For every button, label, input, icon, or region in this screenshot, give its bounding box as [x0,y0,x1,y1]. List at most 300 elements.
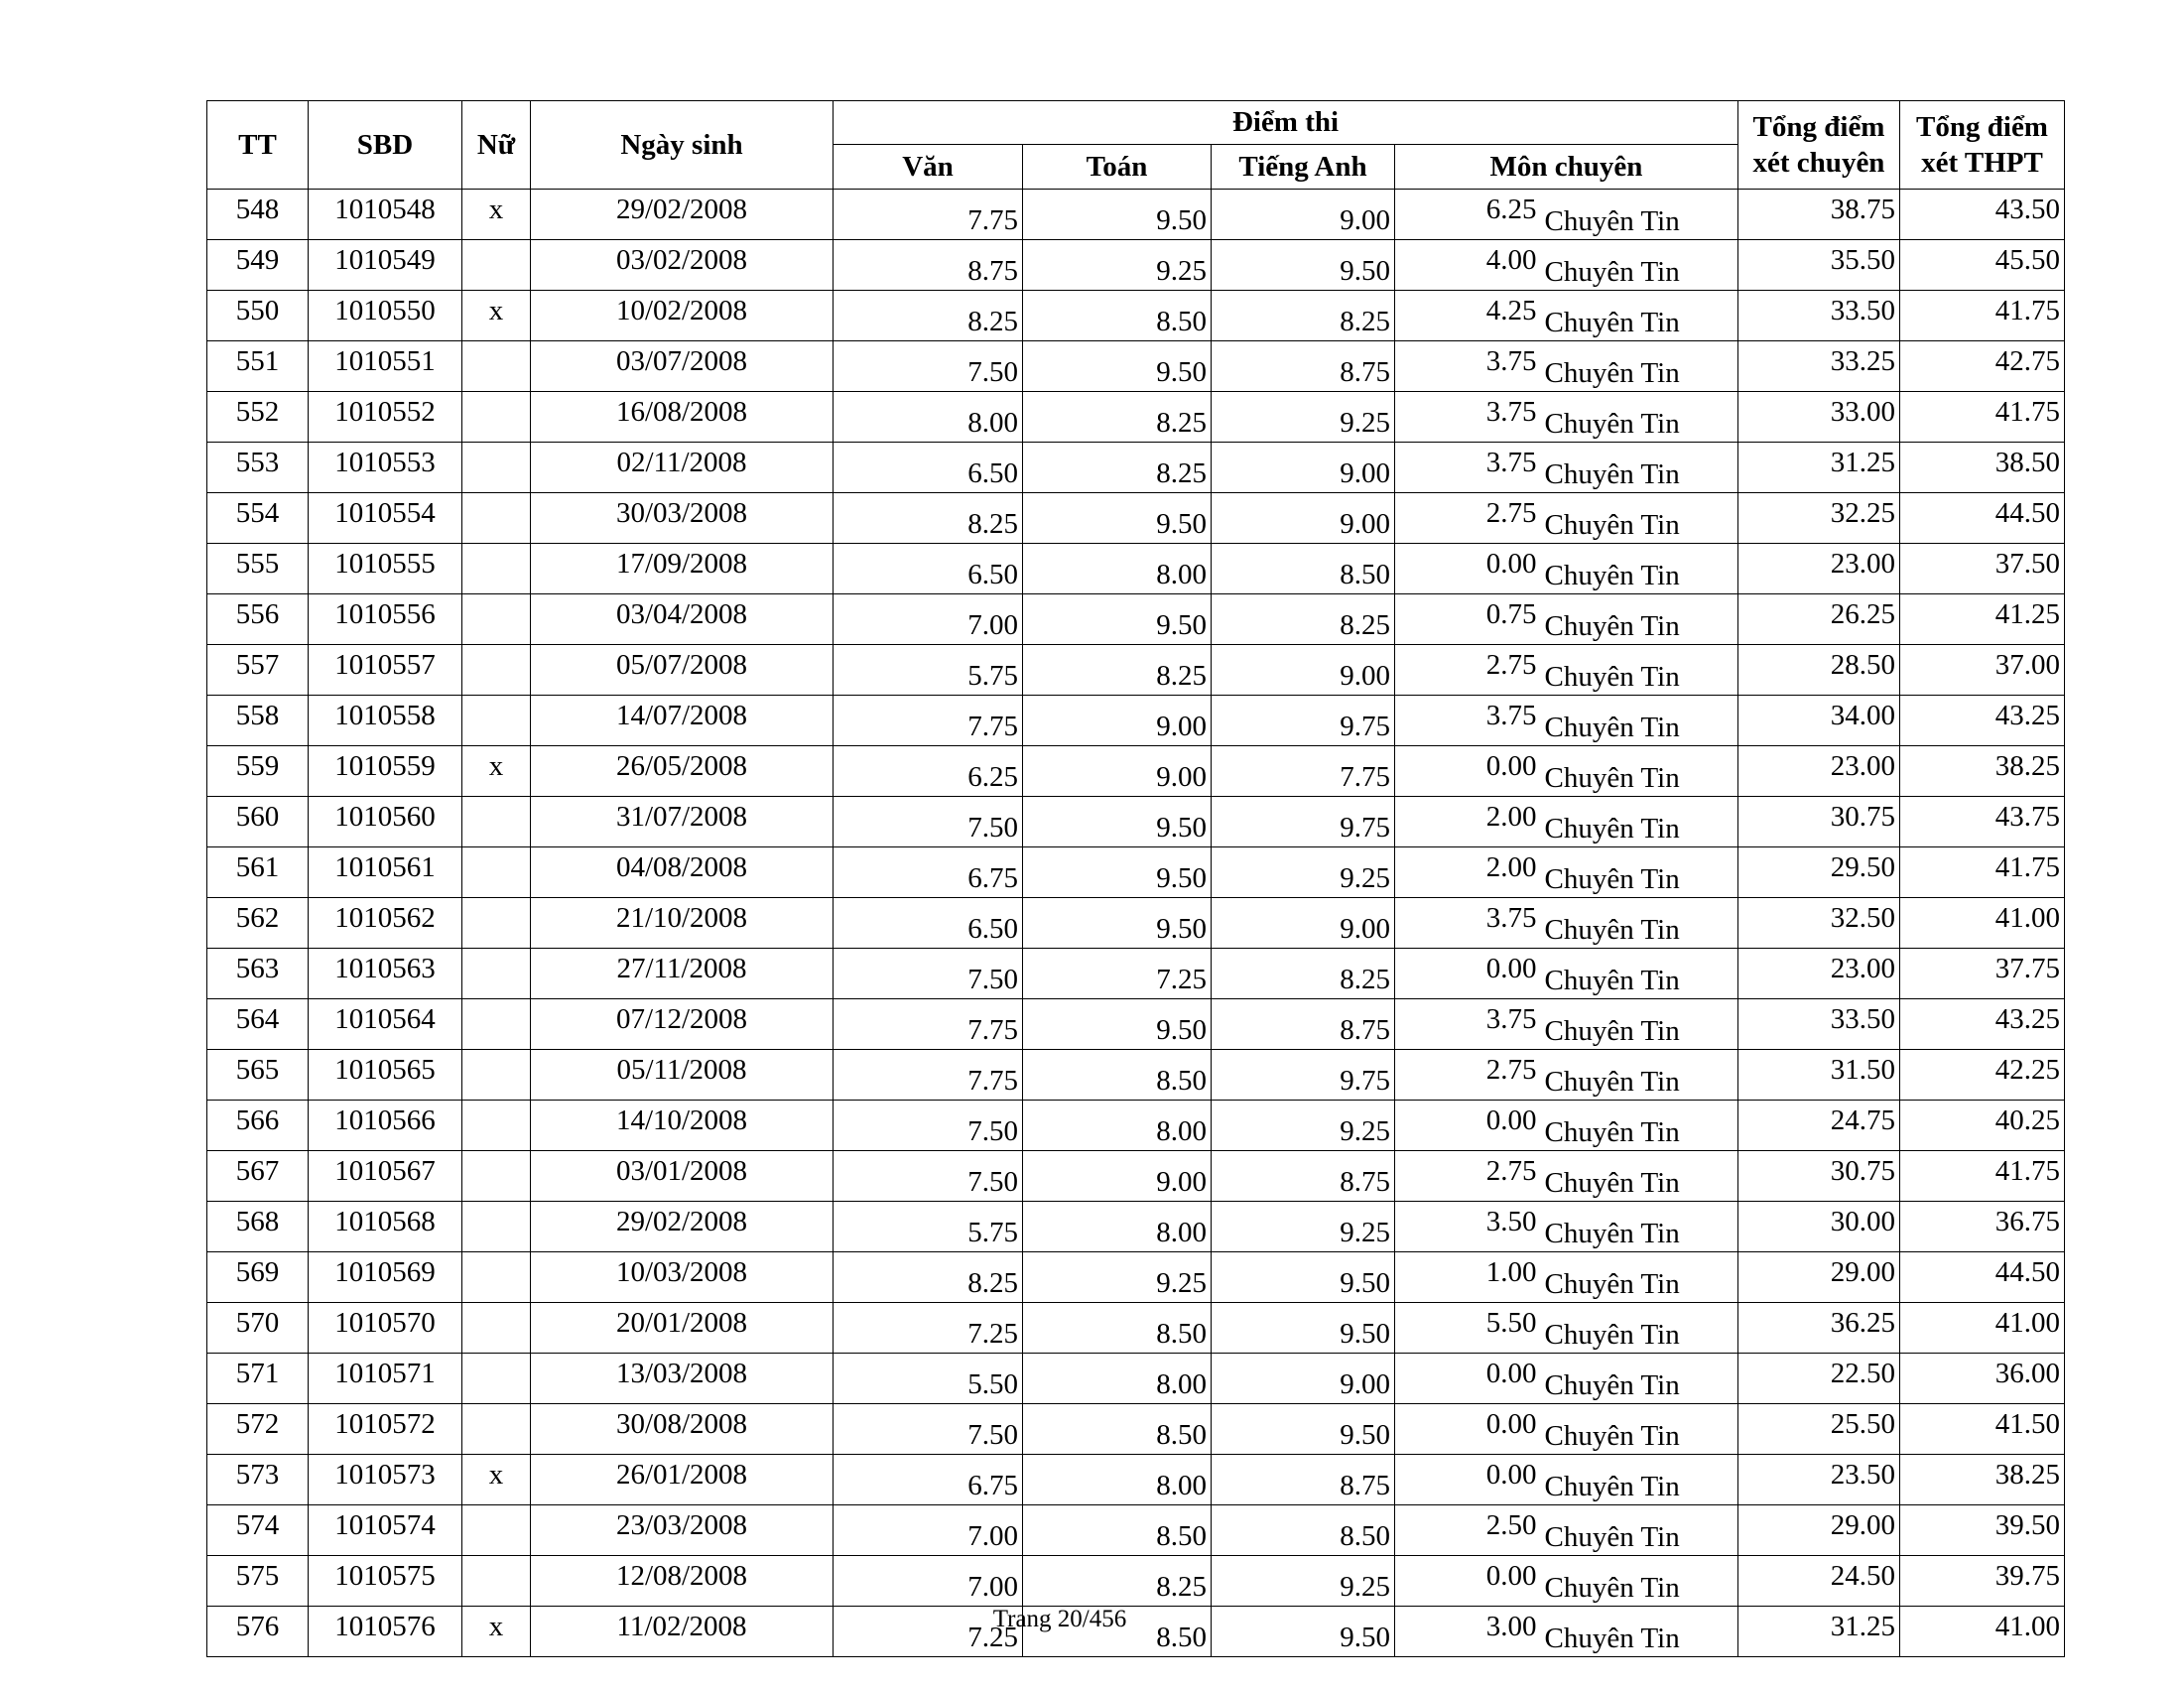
cell-van: 6.75 [834,1455,1023,1505]
cell-mon-chuyen-score: 3.75 [1395,696,1543,746]
cell-tong-diem-xet-chuyen: 35.50 [1738,240,1900,291]
table-row [207,190,2065,240]
table-row [207,696,2065,746]
cell-sbd: 1010552 [309,392,462,443]
cell-ngay-sinh: 29/02/2008 [531,1202,834,1252]
cell-tieng-anh: 9.00 [1212,898,1395,949]
cell-mon-chuyen-name: Chuyên Tin [1543,696,1738,746]
cell-ngay-sinh: 20/01/2008 [531,1303,834,1354]
cell-mon-chuyen-name: Chuyên Tin [1543,1404,1738,1455]
cell-tt: 561 [207,847,309,898]
cell-toan: 8.00 [1023,1101,1212,1151]
cell-van: 6.75 [834,847,1023,898]
cell-ngay-sinh: 05/07/2008 [531,645,834,696]
cell-van: 7.00 [834,1556,1023,1607]
cell-mon-chuyen-name: Chuyên Tin [1543,645,1738,696]
header-tong-diem-xet-thpt: Tổng điểm xét THPT [1900,101,2065,190]
cell-ngay-sinh: 03/01/2008 [531,1151,834,1202]
cell-sbd: 1010564 [309,999,462,1050]
cell-sbd: 1010572 [309,1404,462,1455]
cell-ngay-sinh: 26/05/2008 [531,746,834,797]
table-row [207,1151,2065,1202]
cell-mon-chuyen-score: 3.75 [1395,999,1543,1050]
table-row [207,1101,2065,1151]
cell-tieng-anh: 8.75 [1212,999,1395,1050]
cell-nu [462,949,531,999]
results-table [206,100,2065,1657]
header-mon-chuyen: Môn chuyên [1395,145,1738,190]
cell-van: 7.50 [834,1404,1023,1455]
cell-mon-chuyen-name: Chuyên Tin [1543,443,1738,493]
cell-mon-chuyen-score: 0.00 [1395,1455,1543,1505]
cell-tieng-anh: 9.00 [1212,645,1395,696]
cell-toan: 8.00 [1023,1455,1212,1505]
cell-ngay-sinh: 03/07/2008 [531,341,834,392]
cell-tt: 552 [207,392,309,443]
cell-van: 7.00 [834,1505,1023,1556]
cell-toan: 9.50 [1023,847,1212,898]
cell-tong-diem-xet-chuyen: 22.50 [1738,1354,1900,1404]
cell-tong-diem-xet-thpt: 43.25 [1900,696,2065,746]
cell-sbd: 1010565 [309,1050,462,1101]
cell-toan: 9.00 [1023,1151,1212,1202]
table-row [207,291,2065,341]
cell-mon-chuyen-score: 2.00 [1395,797,1543,847]
header-tt: TT [207,101,309,190]
cell-tong-diem-xet-chuyen: 31.25 [1738,443,1900,493]
cell-tieng-anh: 9.75 [1212,696,1395,746]
cell-ngay-sinh: 29/02/2008 [531,190,834,240]
cell-tong-diem-xet-chuyen: 23.00 [1738,544,1900,594]
table-body [207,190,2065,1657]
cell-sbd: 1010574 [309,1505,462,1556]
cell-tt: 572 [207,1404,309,1455]
cell-toan: 8.50 [1023,1303,1212,1354]
cell-toan: 8.50 [1023,1404,1212,1455]
cell-nu [462,1050,531,1101]
cell-ngay-sinh: 26/01/2008 [531,1455,834,1505]
cell-nu [462,1252,531,1303]
cell-mon-chuyen-score: 2.75 [1395,645,1543,696]
cell-tong-diem-xet-thpt: 41.75 [1900,392,2065,443]
cell-mon-chuyen-score: 2.75 [1395,1151,1543,1202]
cell-sbd: 1010576 [309,1607,462,1657]
table-row [207,240,2065,291]
cell-toan: 8.00 [1023,544,1212,594]
cell-toan: 9.50 [1023,190,1212,240]
cell-tong-diem-xet-chuyen: 23.00 [1738,746,1900,797]
cell-ngay-sinh: 02/11/2008 [531,443,834,493]
cell-tong-diem-xet-thpt: 41.75 [1900,847,2065,898]
cell-ngay-sinh: 03/04/2008 [531,594,834,645]
page-footer [0,1606,2184,1633]
cell-tieng-anh: 9.50 [1212,1404,1395,1455]
cell-toan: 9.00 [1023,746,1212,797]
cell-nu [462,847,531,898]
cell-nu [462,898,531,949]
cell-mon-chuyen-score: 3.75 [1395,392,1543,443]
cell-ngay-sinh: 27/11/2008 [531,949,834,999]
cell-sbd: 1010567 [309,1151,462,1202]
cell-van: 7.50 [834,1101,1023,1151]
cell-tong-diem-xet-chuyen: 24.75 [1738,1101,1900,1151]
cell-mon-chuyen-score: 5.50 [1395,1303,1543,1354]
cell-tong-diem-xet-thpt: 37.50 [1900,544,2065,594]
cell-nu [462,1101,531,1151]
table-row [207,594,2065,645]
cell-sbd: 1010555 [309,544,462,594]
table-row [207,1202,2065,1252]
cell-mon-chuyen-name: Chuyên Tin [1543,1252,1738,1303]
cell-nu [462,1354,531,1404]
cell-tong-diem-xet-chuyen: 33.50 [1738,291,1900,341]
cell-ngay-sinh: 13/03/2008 [531,1354,834,1404]
cell-ngay-sinh: 12/08/2008 [531,1556,834,1607]
cell-mon-chuyen-name: Chuyên Tin [1543,898,1738,949]
cell-ngay-sinh: 07/12/2008 [531,999,834,1050]
cell-tong-diem-xet-chuyen: 25.50 [1738,1404,1900,1455]
cell-tong-diem-xet-chuyen: 32.50 [1738,898,1900,949]
header-tong-diem-xet-chuyen: Tổng điểm xét chuyên [1738,101,1900,190]
cell-mon-chuyen-name: Chuyên Tin [1543,1101,1738,1151]
cell-van: 7.25 [834,1303,1023,1354]
cell-van: 5.75 [834,1202,1023,1252]
cell-van: 8.25 [834,1252,1023,1303]
cell-tieng-anh: 9.50 [1212,240,1395,291]
cell-tieng-anh: 9.00 [1212,493,1395,544]
cell-nu [462,392,531,443]
cell-tt: 565 [207,1050,309,1101]
cell-tong-diem-xet-thpt: 39.75 [1900,1556,2065,1607]
table-row [207,1404,2065,1455]
cell-nu [462,443,531,493]
cell-tong-diem-xet-chuyen: 36.25 [1738,1303,1900,1354]
cell-tieng-anh: 9.25 [1212,1556,1395,1607]
header-van: Văn [834,145,1023,190]
cell-nu [462,1303,531,1354]
table-row [207,544,2065,594]
cell-van: 7.50 [834,949,1023,999]
cell-mon-chuyen-name: Chuyên Tin [1543,746,1738,797]
cell-tt: 569 [207,1252,309,1303]
header-toan: Toán [1023,145,1212,190]
table-row [207,1303,2065,1354]
cell-tong-diem-xet-chuyen: 31.50 [1738,1050,1900,1101]
cell-tong-diem-xet-thpt: 41.25 [1900,594,2065,645]
cell-nu [462,696,531,746]
cell-tong-diem-xet-thpt: 42.25 [1900,1050,2065,1101]
table-row [207,999,2065,1050]
cell-tieng-anh: 9.25 [1212,392,1395,443]
cell-mon-chuyen-score: 0.00 [1395,1354,1543,1404]
cell-tong-diem-xet-thpt: 41.50 [1900,1404,2065,1455]
table-row [207,392,2065,443]
table-row [207,645,2065,696]
cell-nu [462,240,531,291]
cell-tong-diem-xet-thpt: 44.50 [1900,493,2065,544]
cell-toan: 9.00 [1023,696,1212,746]
cell-van: 5.75 [834,645,1023,696]
cell-tt: 574 [207,1505,309,1556]
cell-mon-chuyen-score: 0.00 [1395,1404,1543,1455]
cell-tong-diem-xet-thpt: 38.50 [1900,443,2065,493]
cell-tt: 560 [207,797,309,847]
cell-tong-diem-xet-thpt: 36.00 [1900,1354,2065,1404]
cell-mon-chuyen-score: 0.00 [1395,544,1543,594]
cell-nu: x [462,1607,531,1657]
table-row [207,1354,2065,1404]
cell-tieng-anh: 9.75 [1212,797,1395,847]
cell-ngay-sinh: 05/11/2008 [531,1050,834,1101]
cell-nu [462,1404,531,1455]
cell-tieng-anh: 9.25 [1212,1101,1395,1151]
cell-tt: 568 [207,1202,309,1252]
cell-van: 6.25 [834,746,1023,797]
cell-sbd: 1010568 [309,1202,462,1252]
cell-sbd: 1010551 [309,341,462,392]
cell-tong-diem-xet-chuyen: 29.00 [1738,1252,1900,1303]
cell-van: 7.50 [834,1151,1023,1202]
cell-sbd: 1010554 [309,493,462,544]
cell-tong-diem-xet-thpt: 43.50 [1900,190,2065,240]
table-row [207,847,2065,898]
cell-tieng-anh: 8.75 [1212,1151,1395,1202]
cell-tong-diem-xet-chuyen: 23.00 [1738,949,1900,999]
cell-mon-chuyen-score: 3.50 [1395,1202,1543,1252]
cell-nu [462,1151,531,1202]
cell-tong-diem-xet-chuyen: 30.00 [1738,1202,1900,1252]
cell-tt: 563 [207,949,309,999]
cell-toan: 9.50 [1023,493,1212,544]
cell-mon-chuyen-name: Chuyên Tin [1543,1202,1738,1252]
cell-toan: 9.50 [1023,341,1212,392]
cell-tieng-anh: 9.25 [1212,847,1395,898]
cell-tong-diem-xet-thpt: 41.00 [1900,1607,2065,1657]
cell-van: 8.00 [834,392,1023,443]
cell-sbd: 1010569 [309,1252,462,1303]
cell-ngay-sinh: 31/07/2008 [531,797,834,847]
cell-toan: 9.50 [1023,898,1212,949]
header-tieng-anh: Tiếng Anh [1212,145,1395,190]
cell-tt: 549 [207,240,309,291]
cell-ngay-sinh: 30/03/2008 [531,493,834,544]
cell-mon-chuyen-name: Chuyên Tin [1543,847,1738,898]
cell-tieng-anh: 8.50 [1212,1505,1395,1556]
cell-van: 6.50 [834,443,1023,493]
cell-mon-chuyen-score: 3.75 [1395,341,1543,392]
table-row [207,1455,2065,1505]
cell-mon-chuyen-score: 2.50 [1395,1505,1543,1556]
cell-tieng-anh: 9.50 [1212,1303,1395,1354]
cell-nu [462,493,531,544]
cell-tieng-anh: 9.00 [1212,190,1395,240]
cell-ngay-sinh: 03/02/2008 [531,240,834,291]
cell-tong-diem-xet-thpt: 36.75 [1900,1202,2065,1252]
cell-tieng-anh: 9.50 [1212,1252,1395,1303]
cell-toan: 8.25 [1023,645,1212,696]
cell-ngay-sinh: 14/07/2008 [531,696,834,746]
cell-tt: 564 [207,999,309,1050]
cell-toan: 9.50 [1023,999,1212,1050]
cell-nu: x [462,1455,531,1505]
cell-tt: 555 [207,544,309,594]
cell-tong-diem-xet-chuyen: 33.50 [1738,999,1900,1050]
cell-nu: x [462,746,531,797]
cell-nu [462,594,531,645]
cell-mon-chuyen-score: 2.75 [1395,493,1543,544]
cell-tong-diem-xet-thpt: 41.00 [1900,898,2065,949]
table-row [207,949,2065,999]
cell-sbd: 1010571 [309,1354,462,1404]
cell-mon-chuyen-name: Chuyên Tin [1543,797,1738,847]
cell-tt: 562 [207,898,309,949]
cell-tt: 558 [207,696,309,746]
cell-toan: 8.25 [1023,1556,1212,1607]
cell-tieng-anh: 8.25 [1212,594,1395,645]
cell-mon-chuyen-score: 6.25 [1395,190,1543,240]
cell-sbd: 1010559 [309,746,462,797]
cell-mon-chuyen-name: Chuyên Tin [1543,190,1738,240]
cell-sbd: 1010550 [309,291,462,341]
cell-mon-chuyen-name: Chuyên Tin [1543,1050,1738,1101]
cell-sbd: 1010575 [309,1556,462,1607]
table-row [207,1050,2065,1101]
cell-toan: 8.25 [1023,392,1212,443]
cell-tong-diem-xet-chuyen: 24.50 [1738,1556,1900,1607]
cell-mon-chuyen-name: Chuyên Tin [1543,999,1738,1050]
cell-ngay-sinh: 11/02/2008 [531,1607,834,1657]
cell-tong-diem-xet-chuyen: 29.50 [1738,847,1900,898]
cell-tt: 559 [207,746,309,797]
cell-van: 7.25 [834,1607,1023,1657]
cell-nu [462,1202,531,1252]
cell-mon-chuyen-score: 0.00 [1395,746,1543,797]
cell-ngay-sinh: 21/10/2008 [531,898,834,949]
table-row [207,898,2065,949]
cell-tieng-anh: 9.00 [1212,1354,1395,1404]
cell-tt: 550 [207,291,309,341]
cell-tong-diem-xet-chuyen: 32.25 [1738,493,1900,544]
cell-tt: 554 [207,493,309,544]
cell-tong-diem-xet-thpt: 37.00 [1900,645,2065,696]
cell-tt: 557 [207,645,309,696]
cell-tong-diem-xet-thpt: 39.50 [1900,1505,2065,1556]
table-row [207,493,2065,544]
cell-nu [462,645,531,696]
cell-nu: x [462,190,531,240]
cell-tong-diem-xet-chuyen: 33.25 [1738,341,1900,392]
cell-tt: 566 [207,1101,309,1151]
cell-mon-chuyen-name: Chuyên Tin [1543,1354,1738,1404]
cell-tong-diem-xet-chuyen: 28.50 [1738,645,1900,696]
cell-tong-diem-xet-chuyen: 38.75 [1738,190,1900,240]
cell-ngay-sinh: 23/03/2008 [531,1505,834,1556]
cell-tong-diem-xet-thpt: 44.50 [1900,1252,2065,1303]
cell-toan: 8.50 [1023,1607,1212,1657]
cell-sbd: 1010560 [309,797,462,847]
cell-van: 7.50 [834,341,1023,392]
cell-sbd: 1010553 [309,443,462,493]
cell-nu [462,1505,531,1556]
cell-toan: 9.50 [1023,797,1212,847]
cell-van: 6.50 [834,544,1023,594]
cell-tong-diem-xet-chuyen: 33.00 [1738,392,1900,443]
cell-sbd: 1010557 [309,645,462,696]
cell-nu [462,341,531,392]
cell-sbd: 1010556 [309,594,462,645]
cell-toan: 8.50 [1023,1505,1212,1556]
cell-tt: 551 [207,341,309,392]
cell-nu [462,797,531,847]
cell-tong-diem-xet-thpt: 38.25 [1900,746,2065,797]
cell-van: 7.00 [834,594,1023,645]
header-sbd: SBD [309,101,462,190]
cell-van: 8.25 [834,493,1023,544]
cell-mon-chuyen-name: Chuyên Tin [1543,392,1738,443]
cell-tieng-anh: 8.25 [1212,949,1395,999]
header-ngay-sinh: Ngày sinh [531,101,834,190]
table-row [207,1505,2065,1556]
cell-mon-chuyen-name: Chuyên Tin [1543,1151,1738,1202]
table-row [207,1556,2065,1607]
cell-sbd: 1010549 [309,240,462,291]
table-row [207,341,2065,392]
cell-tong-diem-xet-thpt: 41.75 [1900,1151,2065,1202]
cell-tong-diem-xet-chuyen: 23.50 [1738,1455,1900,1505]
cell-sbd: 1010563 [309,949,462,999]
cell-mon-chuyen-name: Chuyên Tin [1543,1455,1738,1505]
cell-tieng-anh: 9.25 [1212,1202,1395,1252]
cell-tong-diem-xet-chuyen: 31.25 [1738,1607,1900,1657]
cell-tong-diem-xet-thpt: 45.50 [1900,240,2065,291]
cell-mon-chuyen-score: 3.75 [1395,443,1543,493]
cell-van: 8.75 [834,240,1023,291]
table-header [207,101,2065,190]
cell-toan: 9.25 [1023,240,1212,291]
cell-mon-chuyen-name: Chuyên Tin [1543,1303,1738,1354]
cell-toan: 9.50 [1023,594,1212,645]
header-diem-thi: Điểm thi [834,101,1738,145]
cell-sbd: 1010548 [309,190,462,240]
cell-tieng-anh: 8.75 [1212,341,1395,392]
cell-tong-diem-xet-thpt: 41.75 [1900,291,2065,341]
cell-toan: 8.00 [1023,1354,1212,1404]
cell-mon-chuyen-name: Chuyên Tin [1543,291,1738,341]
cell-tieng-anh: 8.75 [1212,1455,1395,1505]
cell-tong-diem-xet-chuyen: 30.75 [1738,1151,1900,1202]
cell-van: 7.75 [834,999,1023,1050]
cell-toan: 8.00 [1023,1202,1212,1252]
cell-van: 6.50 [834,898,1023,949]
cell-mon-chuyen-name: Chuyên Tin [1543,594,1738,645]
cell-mon-chuyen-score: 3.75 [1395,898,1543,949]
cell-tong-diem-xet-thpt: 41.00 [1900,1303,2065,1354]
cell-tieng-anh: 8.50 [1212,544,1395,594]
cell-tong-diem-xet-thpt: 40.25 [1900,1101,2065,1151]
cell-ngay-sinh: 30/08/2008 [531,1404,834,1455]
table-row [207,1252,2065,1303]
cell-ngay-sinh: 04/08/2008 [531,847,834,898]
cell-toan: 7.25 [1023,949,1212,999]
cell-tong-diem-xet-thpt: 38.25 [1900,1455,2065,1505]
table-row [207,746,2065,797]
cell-tt: 553 [207,443,309,493]
cell-tt: 570 [207,1303,309,1354]
cell-nu [462,544,531,594]
cell-tt: 575 [207,1556,309,1607]
cell-mon-chuyen-name: Chuyên Tin [1543,544,1738,594]
cell-tieng-anh: 7.75 [1212,746,1395,797]
